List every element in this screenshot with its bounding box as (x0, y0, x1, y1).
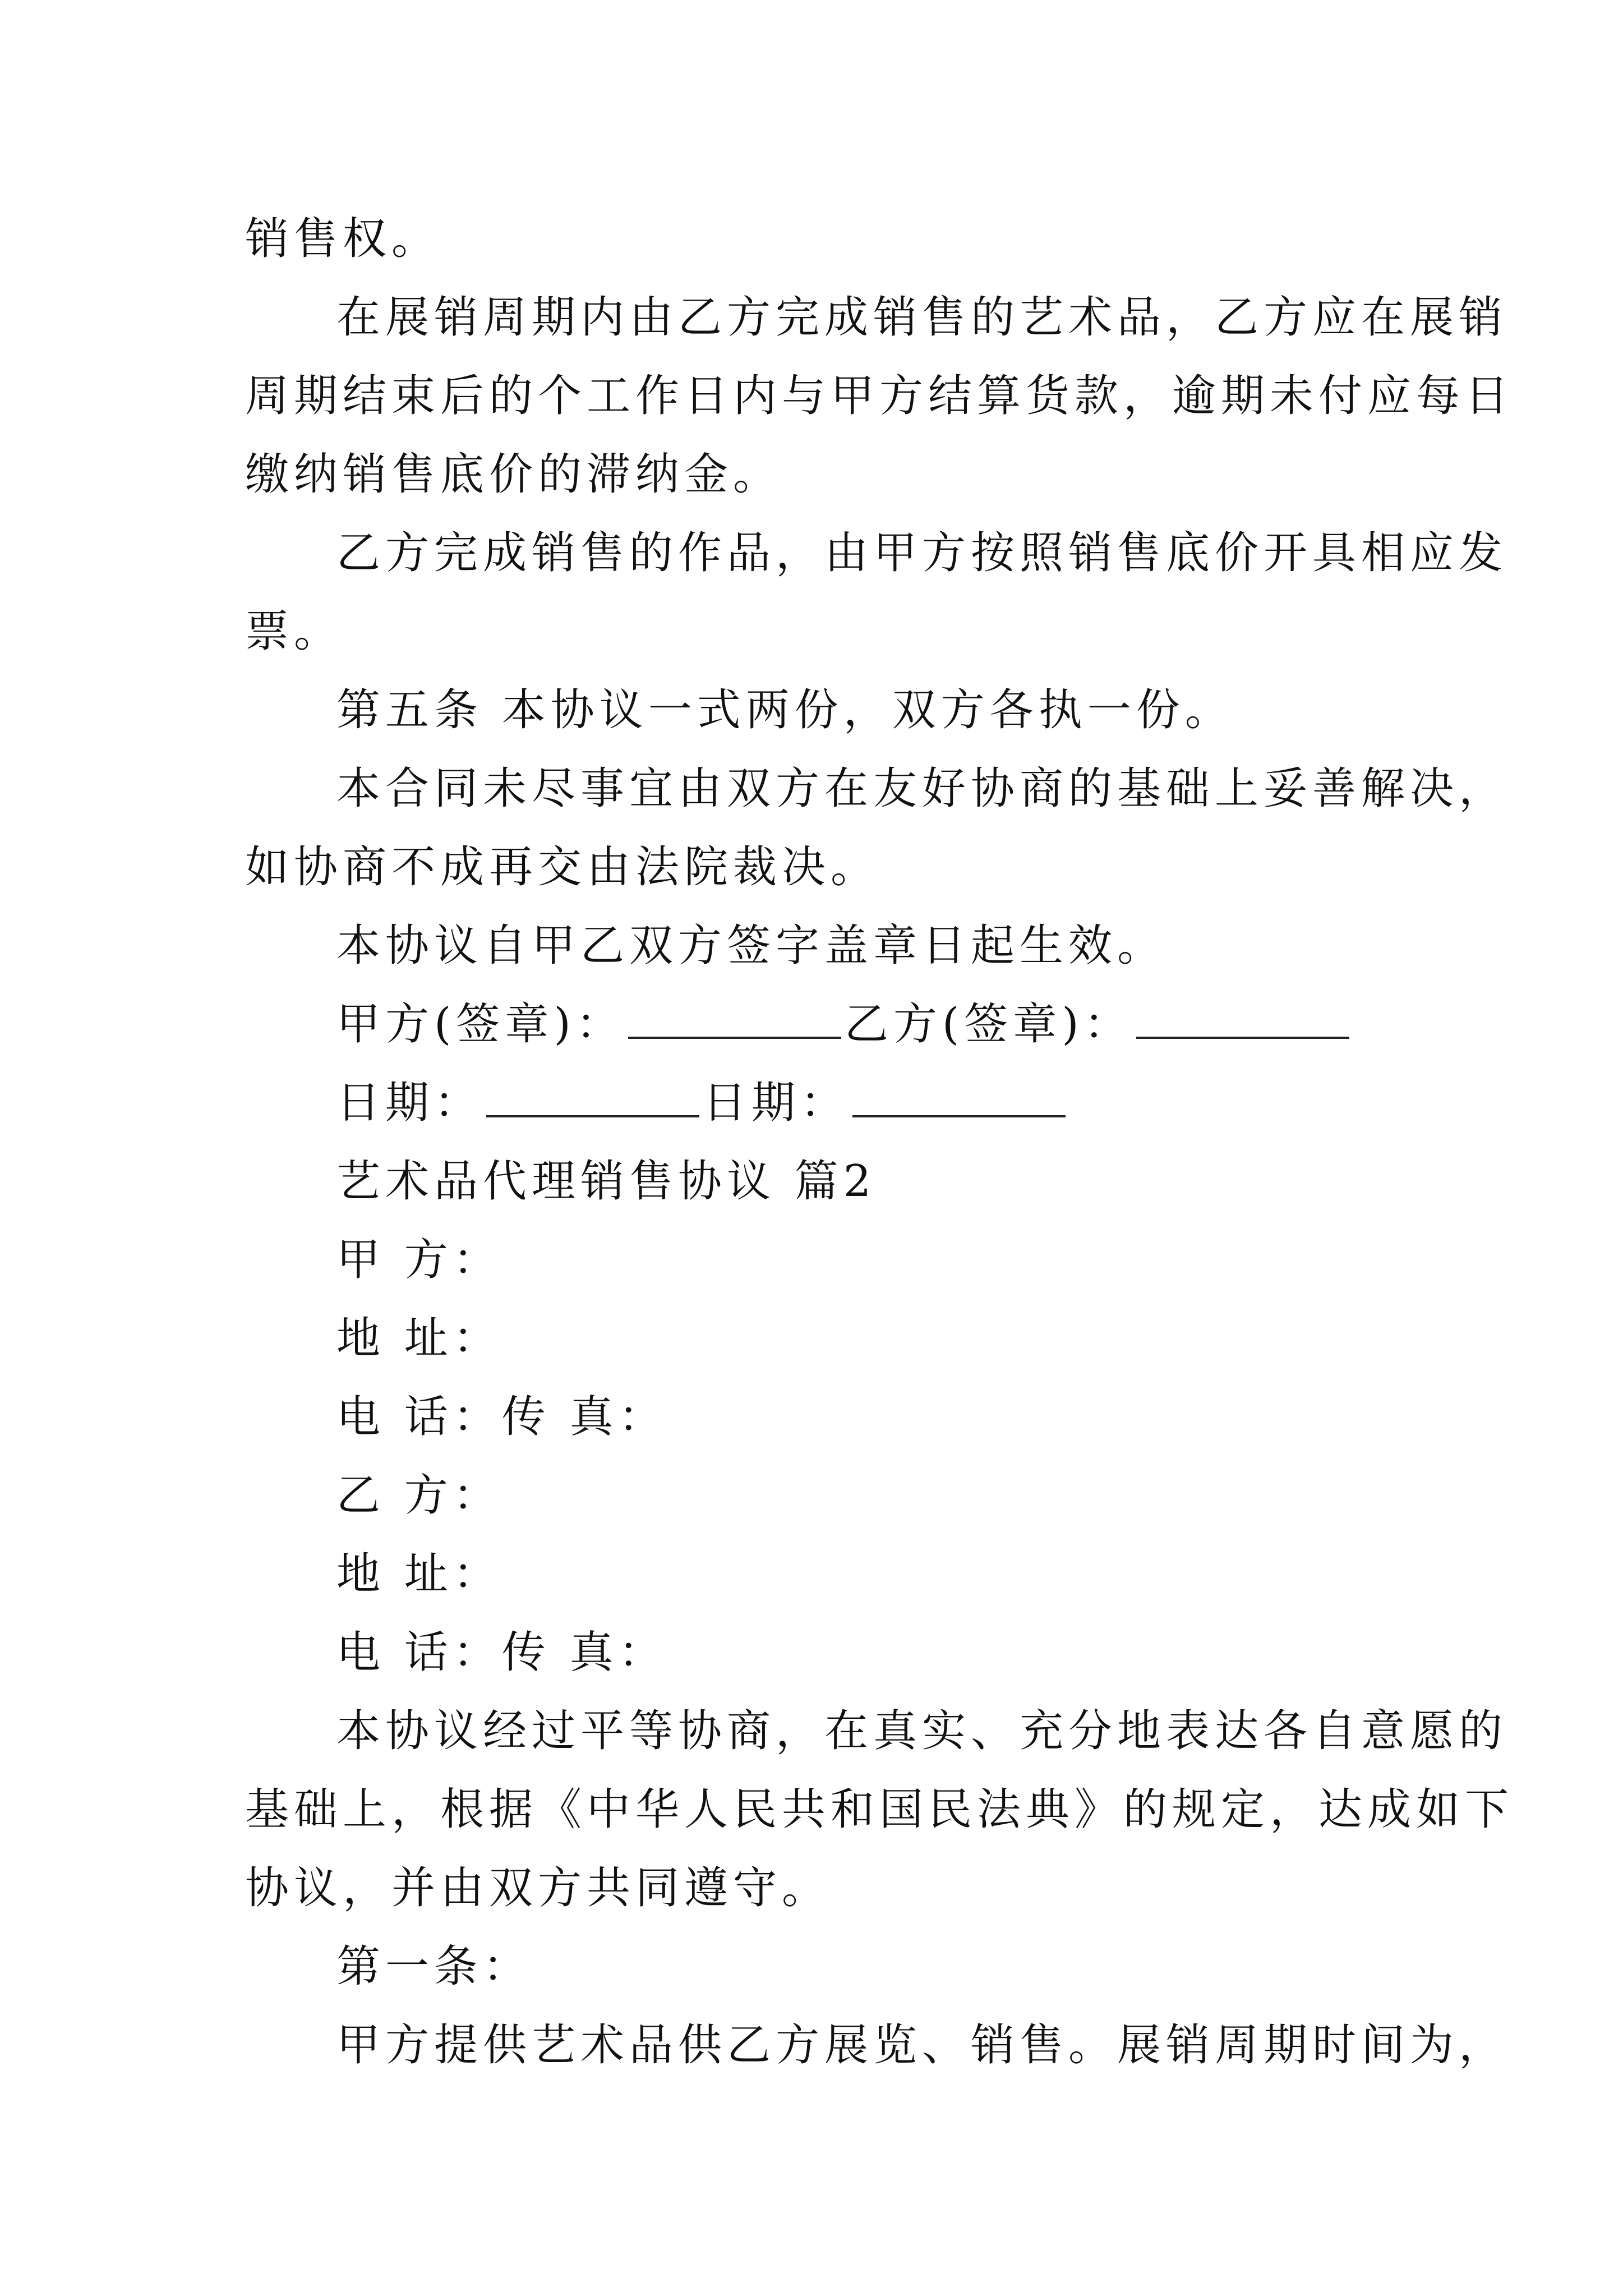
party-b-sign-label: 乙方(签章)： (844, 999, 1133, 1050)
phone-fax-b-label: 电 话：传 真： (336, 1627, 667, 1678)
phone-fax-a-label: 电 话：传 真： (336, 1392, 667, 1442)
text-line: 如协商不成再交由法院裁决。 (245, 842, 880, 892)
text-line: 基础上，根据《中华人民共和国民法典》的规定，达成如下 (245, 1784, 1514, 1835)
party-a-sign-blank (628, 1036, 841, 1039)
text-line: 本合同未尽事宜由双方在友好协商的基础上妥善解决， (336, 763, 1508, 814)
section-title: 艺术品代理销售协议 篇2 (336, 1156, 877, 1207)
date-b-blank (852, 1114, 1066, 1117)
text-line: 周期结束后的个工作日内与甲方结算货款，逾期未付应每日 (245, 371, 1514, 421)
text-line: 缴纳销售底价的滞纳金。 (245, 449, 782, 500)
text-line: 在展销周期内由乙方完成销售的艺术品，乙方应在展销 (336, 292, 1508, 343)
party-b-label: 乙 方： (336, 1470, 502, 1521)
text-line: 销售权。 (245, 214, 441, 264)
address-b-label: 地 址： (336, 1549, 502, 1599)
text-line: 甲方提供艺术品供乙方展览、销售。展销周期时间为， (336, 2020, 1508, 2070)
text-line: 本协议自甲乙双方签字盖章日起生效。 (336, 921, 1166, 971)
text-line: 票。 (245, 606, 343, 657)
text-line: 本协议经过平等协商，在真实、充分地表达各自意愿的 (336, 1706, 1508, 1756)
text-line: 第五条 本协议一式两份，双方各执一份。 (336, 685, 1234, 735)
date-b-label: 日期： (703, 1078, 850, 1128)
article-title: 第一条： (336, 1941, 532, 1992)
date-row (336, 1076, 1486, 1130)
party-a-sign-label: 甲方(签章)： (336, 999, 625, 1050)
date-a-blank (486, 1114, 699, 1117)
party-a-label: 甲 方： (336, 1235, 502, 1285)
signature-row (336, 997, 1486, 1051)
party-b-sign-blank (1136, 1036, 1349, 1039)
address-a-label: 地 址： (336, 1313, 502, 1364)
text-line: 协议，并由双方共同遵守。 (245, 1863, 831, 1913)
text-line: 乙方完成销售的作品，由甲方按照销售底价开具相应发 (336, 528, 1508, 578)
date-a-label: 日期： (336, 1078, 483, 1128)
